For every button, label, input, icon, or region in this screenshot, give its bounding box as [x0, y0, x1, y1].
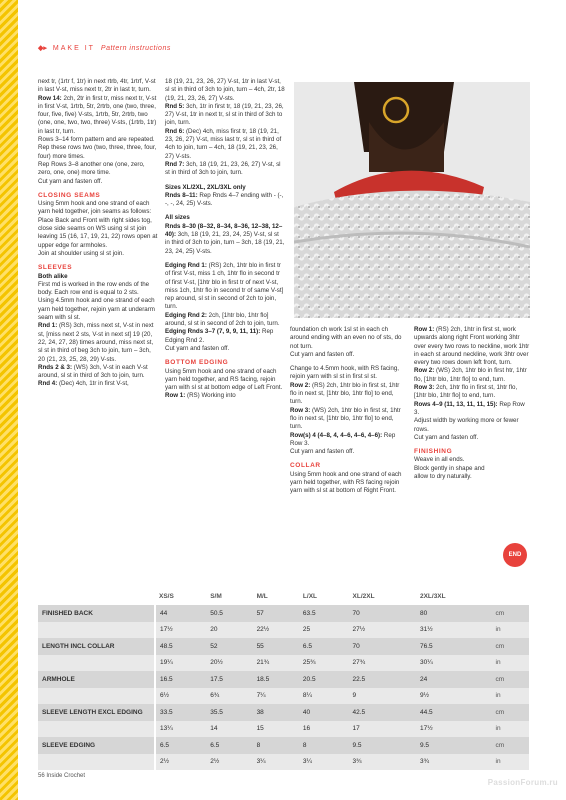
- rnd5-text: 3ch, 1tr in first tr, 18 (19, 21, 23, 26, 27) V-st, 1tr in next tr, sl st in third of 3ch to join, turn.: [165, 102, 284, 127]
- table-cell: 22.5: [349, 671, 416, 688]
- row14-paragraph: [38, 95, 158, 136]
- size-table: [38, 587, 529, 770]
- col4-row2-label: Row 2:: [414, 367, 435, 375]
- rows46-text: Rep Row 3. Cut yarn and fasten off.: [290, 431, 396, 456]
- table-cell: 15: [253, 721, 299, 738]
- rnd1-paragraph: [38, 322, 158, 363]
- col4-row1-paragraph: [414, 326, 530, 367]
- column-2: [165, 78, 285, 401]
- both-alike-label: Both alike: [38, 272, 68, 280]
- header-cell: 2XL/3XL: [419, 592, 446, 600]
- header-cell: S/M: [210, 592, 222, 600]
- rnds23-label: Rnds 2 & 3:: [38, 363, 73, 371]
- unit-cell: in: [492, 655, 529, 672]
- rnd4-label: Rnd 4:: [38, 380, 58, 388]
- table-cell: 17½: [416, 721, 492, 738]
- rnd5-paragraph: [165, 103, 285, 128]
- table-cell: 20½: [206, 655, 252, 672]
- rnds811-label: Rnds 8–11:: [165, 191, 198, 199]
- table-cell: 6.5: [155, 737, 206, 754]
- unit-cell: cm: [492, 704, 529, 721]
- rows49-paragraph: [414, 401, 530, 442]
- row-label: [38, 655, 155, 672]
- all-sizes-label: All sizes: [165, 214, 190, 222]
- bottom-edging-heading: BOTTOM EDGING: [165, 359, 229, 367]
- collar-heading: COLLAR: [290, 462, 321, 470]
- row-label: FINISHED BACK: [38, 605, 155, 622]
- table-row: [38, 605, 529, 622]
- edging-rnd1-label: Edging Rnd 1:: [165, 261, 207, 269]
- table-row: [38, 688, 529, 705]
- table-cell: 14: [206, 721, 252, 738]
- col4-row2-text: (WS) 2ch, 1htr blo in first htr, 1htr flo, [1htr blo, 1htr flo] to end, turn.: [414, 367, 527, 383]
- table-cell: 40: [299, 704, 349, 721]
- rnd7-text: 3ch, 18 (19, 21, 23, 26, 27) V-st, sl st in third of 3ch to join, turn.: [165, 160, 281, 177]
- section-title: MAKE IT: [52, 45, 95, 52]
- table-cell: 17½: [155, 622, 206, 639]
- rows49-text: Rep Row 3. Adjust width by working more or fewer rows. Cut yarn and fasten off.: [414, 400, 525, 441]
- table-cell: 76.5: [416, 638, 492, 655]
- column-3: [290, 326, 405, 496]
- edging-rnds37-label: Edging Rnds 3–7 (7, 9, 9, 11, 11):: [165, 328, 261, 336]
- table-cell: 20.5: [299, 671, 349, 688]
- row2-text: (RS) 2ch, 1htr blo in first st, 1htr flo in next st, [1htr blo, 1htr flo] to end, turn.: [290, 381, 400, 406]
- row3-paragraph: [290, 407, 405, 432]
- rnds23-paragraph: [38, 364, 158, 381]
- section-subtitle: Pattern instructions: [100, 45, 171, 52]
- edging-rnds37-text: Rep Edging Rnd 2. Cut yarn and fasten off.: [165, 328, 274, 352]
- rnd7-paragraph: [165, 161, 285, 178]
- rows-repeat-text: Rows 3–14 form pattern and are repeated. Rep these rows two (two, three, three, four, four) more times. Rep Rows 3–8 another one (one, zero, zero, one, one) more time. Cut yarn and fasten off.: [38, 136, 157, 185]
- table-cell: 19¼: [155, 655, 206, 672]
- closing-seams-text: Using 5mm hook and one strand of each yarn held together, join seams as follows: Place Back and Front with right sides tog, close side seams on WS using sl st join leaving 15 (16, 17, 19, 21, 22) rows open at upper edge for armholes. Join at shoulder using sl st join.: [38, 200, 158, 257]
- table-cell: 3¾: [349, 754, 416, 771]
- rows46-paragraph: [290, 432, 405, 457]
- rows49-label: Rows 4–9 (11, 13, 11, 11, 15):: [414, 400, 498, 408]
- table-cell: 9.5: [349, 737, 416, 754]
- rows46-label: Row(s) 4 (4–8, 4, 4–6, 4–6, 4–6):: [290, 431, 383, 439]
- table-cell: 27½: [349, 622, 416, 639]
- table-row: [38, 721, 529, 738]
- table-cell: 55: [253, 638, 299, 655]
- row2-label: Row 2:: [290, 381, 311, 389]
- rnd4-text: (Dec) 4ch, 1tr in first V-st,: [57, 380, 129, 388]
- row14-label: Row 14:: [38, 94, 62, 102]
- row-label: [38, 688, 155, 705]
- page-edge-stripe: [0, 0, 18, 800]
- table-cell: 3¼: [253, 754, 299, 771]
- table-row: [38, 737, 529, 754]
- table-row: [38, 638, 529, 655]
- edging-rnd1-paragraph: [165, 262, 285, 312]
- table-cell: 70: [349, 605, 416, 622]
- header-cell: XL/2XL: [352, 592, 375, 600]
- table-cell: 8: [253, 737, 299, 754]
- rnds811-text: Rep Rnds 4–7 ending with - (-, -, -, 24, 25) V-sts.: [165, 191, 284, 208]
- rnd6-text: (Dec) 4ch, miss first tr, 18 (19, 21, 23, 26, 27) V-st, miss last tr, sl st in third of 4ch to join, turn – 4ch, 18 (19, 21, 23, 26, 27) V-sts.: [165, 127, 282, 160]
- table-row: [38, 754, 529, 771]
- closing-seams-heading: CLOSING SEAMS: [38, 191, 101, 199]
- table-cell: 17.5: [206, 671, 252, 688]
- edging-rnd1-text: (RS) 2ch, 1htr blo in first tr of first V-st, miss 1 ch, 1htr flo in second tr of first V-st, [1htr blo in first tr of next V-st, miss 1ch, 1htr flo in second tr of same V-st] rep around, sl st in second of 2ch to join, turn.: [165, 261, 284, 311]
- magazine-name: Inside Crochet: [46, 773, 86, 779]
- table-cell: 44: [155, 605, 206, 622]
- table-cell: 13¼: [155, 721, 206, 738]
- table-row: [38, 622, 529, 639]
- unit-cell: cm: [492, 671, 529, 688]
- table-cell: 6¾: [206, 688, 252, 705]
- col4-row3-text: 2ch, 1htr flo in first st, 1htr flo, [1htr blo, 1htr flo] to end, turn.: [414, 384, 518, 400]
- unit-cell: cm: [492, 605, 529, 622]
- rnds830-paragraph: [165, 223, 285, 256]
- section-header: [38, 44, 171, 52]
- rnd5-label: Rnd 5:: [165, 102, 185, 110]
- table-cell: 52: [206, 638, 252, 655]
- table-cell: 6.5: [206, 737, 252, 754]
- row3-text: (WS) 2ch, 1htr blo in first st, 1htr flo in next st, [1htr blo, 1htr flo] to end, turn.: [290, 406, 401, 431]
- sleeves-text: First md is worked in the row ends of the body. Each row end is equal to 2 sts. Using 4.5mm hook and one strand of each yarn held together, rejoin yarn at underarm seam with sl st.: [38, 280, 155, 322]
- table-cell: 6½: [155, 688, 206, 705]
- table-cell: 17: [349, 721, 416, 738]
- table-row: [38, 655, 529, 672]
- unit-cell: in: [492, 721, 529, 738]
- bottom-row1-label: Row 1:: [165, 392, 186, 400]
- table-cell: 25¾: [299, 655, 349, 672]
- table-cell: 16: [299, 721, 349, 738]
- edging-rnd2-label: Edging Rnd 2:: [165, 311, 207, 319]
- row-label: SLEEVE LENGTH EXCL EDGING: [38, 704, 155, 721]
- table-cell: 30¼: [416, 655, 492, 672]
- row-label: SLEEVE EDGING: [38, 737, 155, 754]
- table-cell: 24: [416, 671, 492, 688]
- table-cell: 2½: [206, 754, 252, 771]
- row-label: [38, 721, 155, 738]
- column-4: [414, 326, 530, 481]
- table-cell: 25: [299, 622, 349, 639]
- table-cell: 48.5: [155, 638, 206, 655]
- watermark: PassionForum.ru: [487, 778, 558, 787]
- rnd1-text: (RS) 3ch, miss next st, V-st in next st, [miss next 2 sts, V-st in next st] 19 (20, 22, 24, 27, 28) times around, miss next st, sl st in third of beg 3ch to join, turn – 3ch, 20 (21, 23, 25, 28, 29) V-sts.: [38, 322, 154, 363]
- table-cell: 6.5: [299, 638, 349, 655]
- row-label: [38, 754, 155, 771]
- col4-row2-paragraph: [414, 367, 530, 384]
- column-1: [38, 78, 158, 389]
- table-cell: 50.5: [206, 605, 252, 622]
- table-cell: 27¾: [349, 655, 416, 672]
- table-cell: 31½: [416, 622, 492, 639]
- table-cell: 3¾: [416, 754, 492, 771]
- rnds830-label: Rnds 8–30 (8–32, 8–34, 8–36, 12–38, 12–40):: [165, 222, 283, 239]
- model-photo: [294, 82, 530, 318]
- table-cell: 20: [206, 622, 252, 639]
- header-cell: L/XL: [302, 592, 318, 600]
- table-cell: 42.5: [349, 704, 416, 721]
- table-cell: 9.5: [416, 737, 492, 754]
- table-cell: 21¾: [253, 655, 299, 672]
- unit-cell: in: [492, 688, 529, 705]
- sleeves-heading: SLEEVES: [38, 264, 73, 272]
- table-cell: 22½: [253, 622, 299, 639]
- table-cell: 8: [299, 737, 349, 754]
- row-label: [38, 622, 155, 639]
- col1-intro: next tr, (1rtr f, 1tr) in next rtrb, 4tr, 1rtrf, V-st in last V-st, miss next tr, 2tr in last tr, turn.: [38, 78, 156, 94]
- arrow-icon: ◆▸: [38, 45, 47, 52]
- col4-row1-label: Row 1:: [414, 326, 435, 333]
- table-cell: 38: [253, 704, 299, 721]
- table-cell: 7¼: [253, 688, 299, 705]
- rnd7-label: Rnd 7:: [165, 160, 185, 168]
- col3-intro: foundation ch work 1sl st in each ch around ending with an even no of sts, do not turn. Cut yarn and fasten off.: [290, 326, 402, 358]
- bottom-row1-text: (RS) Working into: [185, 392, 236, 400]
- table-cell: 44.5: [416, 704, 492, 721]
- size-table-header: [38, 587, 529, 605]
- bottom-row1-paragraph: [165, 392, 285, 400]
- sizes-label: Sizes XL/2XL, 2XL/3XL only: [165, 183, 246, 191]
- header-cell: [38, 587, 155, 605]
- row-label: LENGTH INCL COLLAR: [38, 638, 155, 655]
- unit-cell: cm: [492, 638, 529, 655]
- table-cell: 57: [253, 605, 299, 622]
- edging-rnds37-paragraph: [165, 328, 285, 353]
- collar-text: Using 5mm hook and one strand of each yarn held together, with RS facing rejoin yarn with sl st at bottom of Right Front.: [290, 470, 402, 495]
- rnds830-text: 3ch, 18 (19, 21, 23, 24, 25) V-st, sl st in third of 3ch to join, turn – 3ch, 18 (19, 21, 23, 24, 25) V-sts.: [165, 231, 285, 255]
- col4-row3-paragraph: [414, 384, 530, 401]
- end-badge: END: [503, 543, 527, 567]
- table-cell: 9½: [416, 688, 492, 705]
- table-cell: 33.5: [155, 704, 206, 721]
- table-cell: 8¼: [299, 688, 349, 705]
- rnd4-paragraph: [38, 380, 158, 388]
- table-row: [38, 704, 529, 721]
- row-label: ARMHOLE: [38, 671, 155, 688]
- row14-text: 2ch, 2tr in first tr, miss next tr, V-st in first V-st, 1rtrb, 5tr, 2rtrb, one (two, three, four, five, five) V-sts, 1rtrb, 5tr, 2rtrb, two (one, one, two, two, three) V-sts, (1rtrb, 1tr) in last tr, turn.: [38, 94, 157, 135]
- table-cell: 70: [349, 638, 416, 655]
- unit-cell: in: [492, 622, 529, 639]
- row3-label: Row 3:: [290, 406, 311, 414]
- unit-cell: in: [492, 754, 529, 771]
- table-cell: 9: [349, 688, 416, 705]
- table-cell: 63.5: [299, 605, 349, 622]
- page-footer: [38, 773, 85, 779]
- table-cell: 16.5: [155, 671, 206, 688]
- header-cell: M/L: [256, 592, 268, 600]
- table-cell: 18.5: [253, 671, 299, 688]
- table-cell: 3¼: [299, 754, 349, 771]
- change-hook-text: Change to 4.5mm hook, with RS facing, rejoin yarn with sl st in first sl st.: [290, 365, 400, 381]
- table-row: [38, 671, 529, 688]
- rnd6-label: Rnd 6:: [165, 127, 185, 135]
- rnd6-paragraph: [165, 128, 285, 161]
- finishing-heading: FINISHING: [414, 448, 453, 456]
- unit-cell: cm: [492, 737, 529, 754]
- col4-row1-text: (RS) 2ch, 1htr in first st, work upwards along right Front working 3htr over every two rows to neckline, work 1htr in each st around neckline, work 3htr over every two rows down left front, turn.: [414, 326, 530, 367]
- model-photo-illustration: [294, 82, 530, 318]
- header-cell: XS/S: [159, 592, 174, 600]
- bottom-edging-text: Using 5mm hook and one strand of each yarn held together, and RS facing, rejoin yarn with sl st at bottom edge of Left Front.: [165, 367, 283, 392]
- page-number: 56: [38, 773, 45, 779]
- rnds811-paragraph: [165, 192, 285, 209]
- rnd1-label: Rnd 1:: [38, 322, 58, 330]
- header-cell: [492, 587, 529, 605]
- edging-rnd2-paragraph: [165, 312, 285, 329]
- finishing-text: Weave in all ends. Block gently in shape and allow to dry naturally.: [414, 456, 485, 481]
- table-cell: 80: [416, 605, 492, 622]
- col2-intro: 18 (19, 21, 23, 26, 27) V-st, 1tr in last V-st, sl st in third of 3ch to join, turn – 4ch, 2tr, 18 (19, 21, 23, 26, 27) V-sts.: [165, 78, 285, 102]
- row2-paragraph: [290, 382, 405, 407]
- rnds23-text: (WS) 3ch, V-st in each V-st around, sl st in third of 3ch to join, turn.: [38, 363, 148, 380]
- edging-rnd2-text: 2ch, [1htr blo, 1htr flo] around, sl st in second of 2ch to join, turn.: [165, 311, 280, 328]
- table-cell: 35.5: [206, 704, 252, 721]
- col4-row3-label: Row 3:: [414, 384, 435, 392]
- table-cell: 2½: [155, 754, 206, 771]
